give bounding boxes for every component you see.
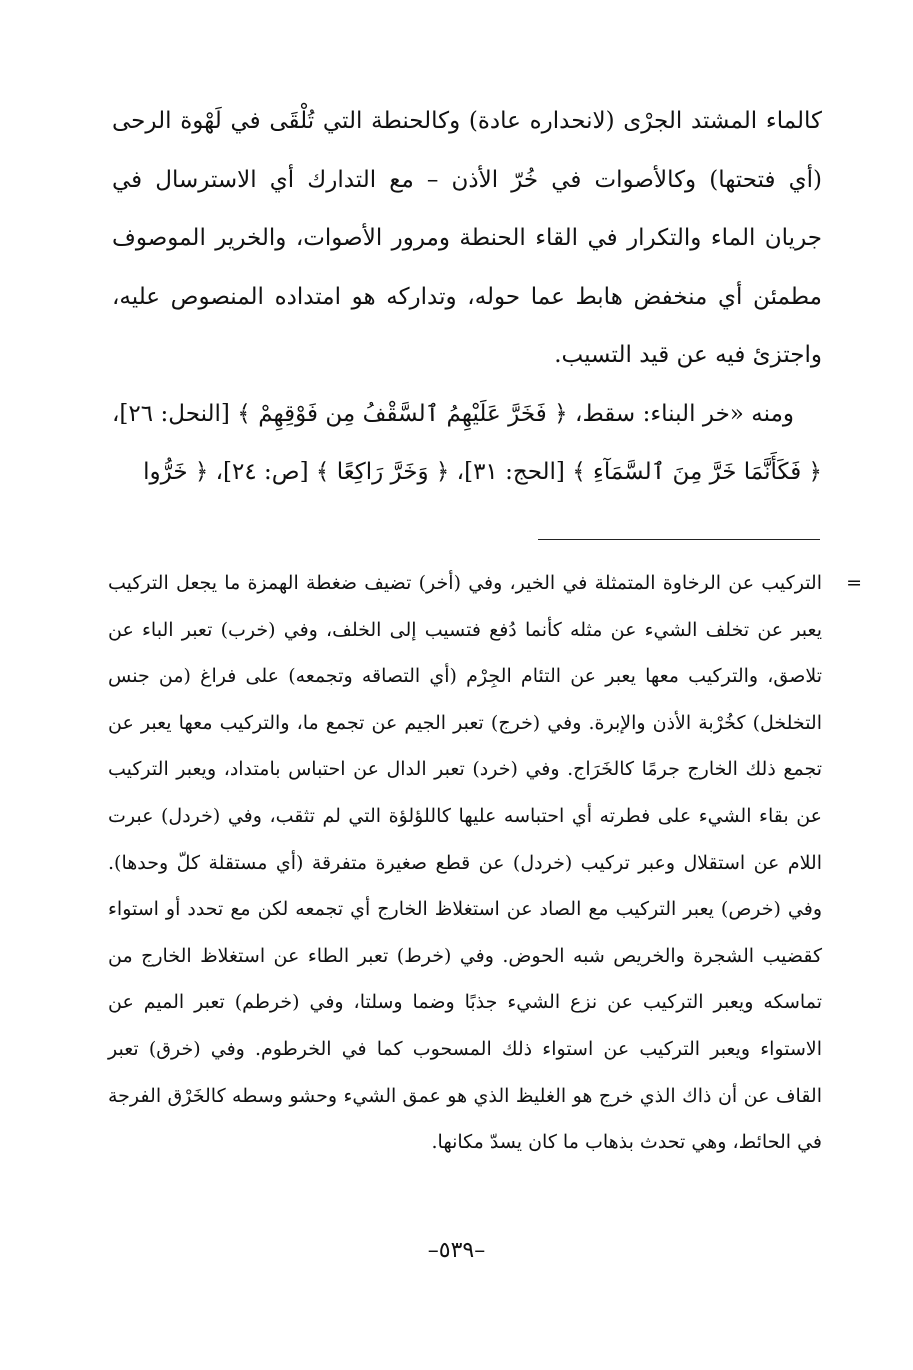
- main-paragraph-2: ومنه «خر البناء: سقط، ﴿ فَخَرَّ عَلَيْهِمُ ٱلسَّقْفُ مِن فَوْقِهِمْ ﴾ [النحل: ٢٦]، ﴿ فَكَأَنَّمَا خَرَّ مِنَ ٱلسَّمَآءِ ﴾ [الحج: ٣١]، ﴿ وَخَرَّ رَاكِعًا ﴾ [ص: ٢٤]، ﴿ خَرُّوا: [112, 400, 822, 485]
- main-paragraph-1: كالماء المشتد الجرْى (لانحداره عادة) وكالحنطة التي تُلْقَى في لَهْوة الرحى (أي فتحتها) وكالأصوات في خُرّ الأذن – مع التدارك أي الاسترسال في جريان الماء والتكرار في القاء الحنطة ومرور الأصوات، والخرير الموصوف مطمئن أي منخفض هابط عما حوله، وتداركه هو امتداده المنصوص عليه، واجتزئ فيه عن قيد التسيب.: [112, 108, 822, 368]
- footnote-continuation-marker: =: [846, 572, 862, 594]
- footnote-text: التركيب عن الرخاوة المتمثلة في الخير، وفي (أخر) تضيف ضغطة الهمزة ما يجعل التركيب يعبر عن تخلف الشيء عن مثله كأنما دُفع فتسيب إلى الخلف، وفي (خرب) تعبر الباء عن تلاصق، والتركيب معها يعبر عن التئام الجِرْم (أي التصاقه وتجمعه) على فراغ (من جنس التخلخل) كخُرْبة الأذن والإبرة. وفي (خرج) تعبر الجيم عن تجمع ما، والتركيب معها يعبر عن تجمع ذلك الخارج جرمًا كالخَرَاج. وفي (خرد) تعبر الدال عن احتباس بامتداد، ويعبر التركيب عن بقاء الشيء على فطرته أي احتباسه عليها كاللؤلؤة التي لم تثقب، وفي (خردل) عبرت اللام عن استقلال وعبر تركيب (خردل) عن قطع صغيرة متفرقة (أي مستقلة كلّ وحدها). وفي (خرص) يعبر التركيب مع الصاد عن استغلاظ الخارج أي تجمعه لكن مع تحدد أو استواء كقضيب الشجرة والخريص شبه الحوض. وفي (خرط) تعبر الطاء عن استغلاظ الخارج من تماسكه ويعبر التركيب عن نزع الشيء جذبًا وضما وسلتا، وفي (خرطم) تعبر الميم عن الاستواء ويعبر التركيب عن استواء ذلك المسحوب كما في الخرطوم. وفي (خرق) تعبر القاف عن أن ذاك الذي خرج هو الغليظ الذي هو عمق الشيء وحشو وسطه كالخَرْق الفرجة في الحائط، وهي تحدث بذهاب ما كان يسدّ مكانها.: [108, 572, 823, 1154]
- page-number: –٥٣٩–: [427, 1238, 486, 1263]
- footnote-block: [108, 560, 862, 1166]
- footnote-separator: [538, 539, 820, 540]
- main-text-body: [112, 92, 822, 502]
